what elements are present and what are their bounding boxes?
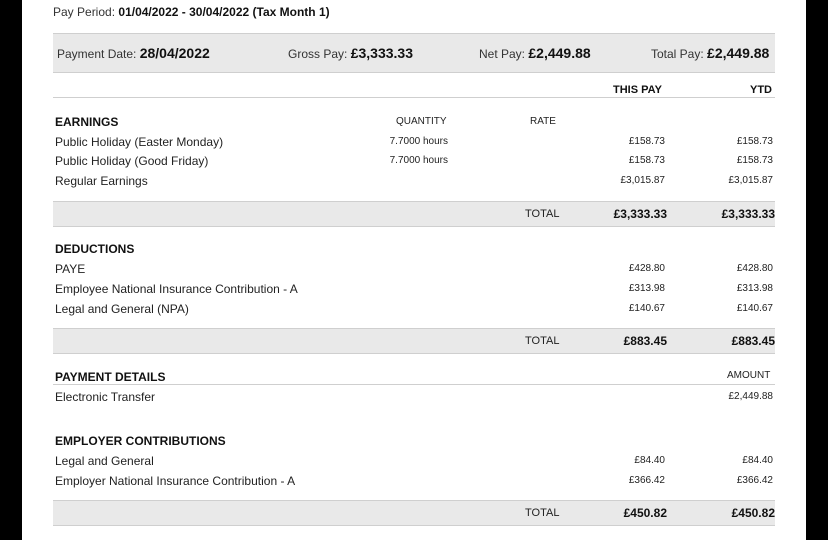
- employer-row-label: Legal and General: [55, 454, 154, 468]
- payslip-page: [22, 0, 806, 540]
- earnings-row-label: Public Holiday (Easter Monday): [55, 135, 224, 149]
- ytd-header: YTD: [750, 84, 772, 96]
- deductions-row-label: Employee National Insurance Contribution - A: [55, 282, 298, 296]
- deductions-row-this-pay: £140.67: [628, 303, 665, 314]
- payment-date: [57, 45, 210, 61]
- deductions-row-label: Legal and General (NPA): [55, 302, 189, 316]
- payment-row-amount: £2,449.88: [728, 391, 773, 402]
- quantity-header: QUANTITY: [396, 116, 447, 127]
- amount-header: AMOUNT: [727, 370, 771, 381]
- earnings-row-quantity: 7.7000 hours: [389, 136, 448, 147]
- employer-total-this-pay: £450.82: [623, 506, 667, 520]
- total-pay-label: Total Pay:: [651, 47, 704, 61]
- earnings-row-ytd: £158.73: [736, 155, 773, 166]
- payment-details-title: PAYMENT DETAILS: [55, 370, 166, 384]
- payment-row-label: Electronic Transfer: [55, 390, 156, 404]
- payment-date-label: Payment Date:: [57, 47, 137, 61]
- payment-date-value: 28/04/2022: [139, 45, 210, 61]
- net-pay-label: Net Pay:: [479, 47, 526, 61]
- deductions-row-ytd: £140.67: [736, 303, 773, 314]
- pay-period-label: Pay Period:: [53, 5, 116, 19]
- employer-row-this-pay: £84.40: [634, 455, 665, 466]
- earnings-row-this-pay: £158.73: [628, 155, 665, 166]
- net-pay-value: £2,449.88: [528, 45, 591, 61]
- earnings-row-ytd: £158.73: [736, 136, 773, 147]
- summary-bar: [53, 33, 775, 73]
- deductions-title: DEDUCTIONS: [55, 242, 135, 256]
- net-pay: [479, 45, 591, 61]
- earnings-row-label: Regular Earnings: [55, 174, 148, 188]
- pay-period-value: 01/04/2022 - 30/04/2022 (Tax Month 1): [118, 5, 330, 19]
- earnings-total-label: TOTAL: [525, 208, 560, 220]
- earnings-row-quantity: 7.7000 hours: [389, 155, 448, 166]
- deductions-row-ytd: £428.80: [736, 263, 773, 274]
- deductions-total-this-pay: £883.45: [623, 334, 667, 348]
- rate-header: RATE: [530, 116, 556, 127]
- employer-contributions-title: EMPLOYER CONTRIBUTIONS: [55, 434, 226, 448]
- employer-row-ytd: £366.42: [736, 475, 773, 486]
- earnings-row-this-pay: £3,015.87: [620, 175, 665, 186]
- earnings-row-ytd: £3,015.87: [728, 175, 773, 186]
- total-pay-value: £2,449.88: [707, 45, 770, 61]
- earnings-row-this-pay: £158.73: [628, 136, 665, 147]
- earnings-row-label: Public Holiday (Good Friday): [55, 154, 209, 168]
- earnings-total-this-pay: £3,333.33: [613, 207, 667, 221]
- employer-total-label: TOTAL: [525, 507, 560, 519]
- payment-details-divider: [53, 384, 775, 385]
- gross-pay: [288, 45, 413, 61]
- earnings-title: EARNINGS: [55, 115, 119, 129]
- pay-period: [53, 5, 330, 19]
- gross-pay-value: £3,333.33: [350, 45, 413, 61]
- deductions-total-label: TOTAL: [525, 335, 560, 347]
- deductions-row-this-pay: £313.98: [628, 283, 665, 294]
- deductions-row-this-pay: £428.80: [628, 263, 665, 274]
- deductions-row-ytd: £313.98: [736, 283, 773, 294]
- employer-row-this-pay: £366.42: [628, 475, 665, 486]
- this-pay-header: THIS PAY: [613, 84, 662, 96]
- employer-total-ytd: £450.82: [731, 506, 775, 520]
- earnings-total-ytd: £3,333.33: [721, 207, 775, 221]
- header-divider: [53, 97, 775, 98]
- deductions-total-ytd: £883.45: [731, 334, 775, 348]
- employer-row-ytd: £84.40: [742, 455, 773, 466]
- total-pay: [651, 45, 769, 61]
- gross-pay-label: Gross Pay:: [288, 47, 348, 61]
- deductions-row-label: PAYE: [55, 262, 86, 276]
- employer-row-label: Employer National Insurance Contribution - A: [55, 474, 296, 488]
